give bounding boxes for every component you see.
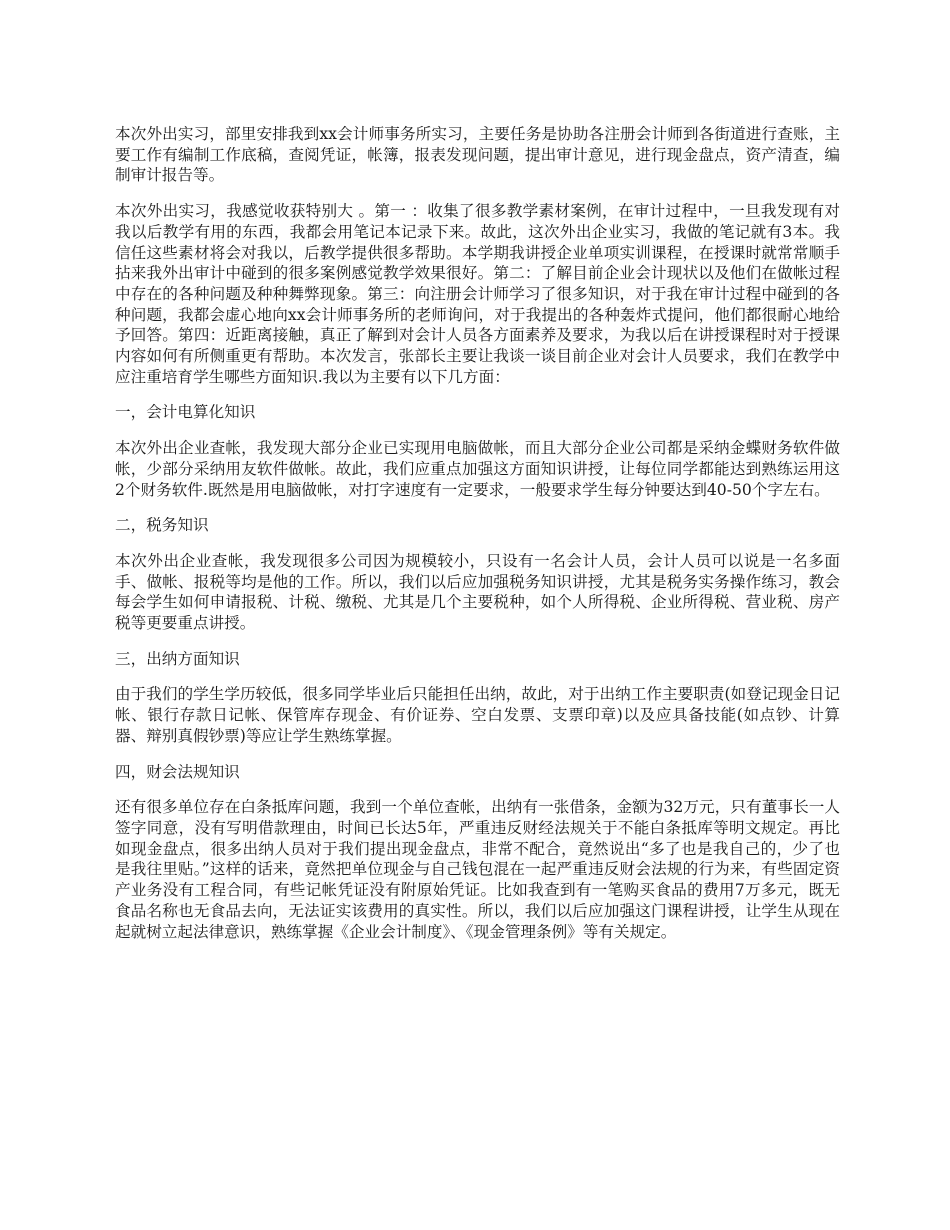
tax-paragraph: 本次外出企业查帐，我发现很多公司因为规模较小，只设有一名会计人员，会计人员可以说是一名多面手、做帐、报税等均是他的工作。所以，我们以后应加强税务知识讲授，尤其是税务实务操作练习，教会每会学生如何申请报税、计税、缴税、尤其是几个主要税种，如个人所得税、企业所得税、营业税、房产税等更要重点讲授。	[115, 551, 840, 633]
document-body	[115, 124, 840, 957]
section-heading-computerized-accounting: 一，会计电算化知识	[115, 403, 256, 422]
regulations-paragraph: 还有很多单位存在白条抵库问题，我到一个单位查帐，出纳有一张借条，金额为32万元，只有董事长一人签字同意，没有写明借款理由，时间已长达5年，严重违反财经法规关于不能白条抵库等明文规定。再比如现金盘点，很多出纳人员对于我们提出现金盘点，非常不配合，竟然说出“多了也是我自己的，少了也是我往里贴。”这样的话来，竟然把单位现金与自己钱包混在一起严重违反财会法规的行为来，有些固定资产业务没有工程合同，有些记帐凭证没有附原始凭证。比如我查到有一笔购买食品的费用7万多元，既无食品名称也无食品去向，无法证实该费用的真实性。所以，我们以后应加强这门课程讲授，让学生从现在起就树立起法律意识，熟练掌握《企业会计制度》、《现金管理条例》等有关规定。	[115, 798, 840, 941]
section-heading-regulations: 四，财会法规知识	[115, 762, 240, 781]
section-heading-cashier: 三，出纳方面知识	[115, 649, 240, 668]
harvest-paragraph: 本次外出实习，我感觉收获特别大 。第一 ：收集了很多教学素材案例，在审计过程中，一旦我发现有对我以后教学有用的东西，我都会用笔记本记录下来。故此，这次外出企业实习，我做的笔记就有3本。我信任这些素材将会对我以，后教学提供很多帮助。本学期我讲授企业单项实训课程，在授课时就常常顺手拈来我外出审计中碰到的很多案例感觉教学效果很好。第二：了解目前企业会计现状以及他们在做帐过程中存在的各种问题及种种舞弊现象。第三：向注册会计师学习了很多知识，对于我在审计过程中碰到的各种问题，我都会虚心地向xx会计师事务所的老师询问，对于我提出的各种轰炸式提问，他们都很耐心地给予回答。第四：近距离接触，真正了解到对会计人员各方面素养及要求，为我以后在讲授课程时对于授课内容如何有所侧重更有帮助。本次发言，张部长主要让我谈一谈目前企业对会计人员要求，我们在教学中应注重培育学生哪些方面知识.我以为主要有以下几方面：	[115, 202, 840, 386]
section-heading-tax: 二，税务知识	[115, 516, 209, 535]
cashier-paragraph: 由于我们的学生学历较低，很多同学毕业后只能担任出纳，故此，对于出纳工作主要职责(如登记现金日记帐、银行存款日记帐、保管库存现金、有价证券、空白发票、支票印章)以及应具备技能(如点钞、计算器、辩别真假钞票)等应让学生熟练掌握。	[115, 685, 840, 745]
intro-paragraph: 本次外出实习，部里安排我到xx会计师事务所实习，主要任务是协助各注册会计师到各街道进行查账，主要工作有编制工作底稿，查阅凭证，帐簿，报表发现问题，提出审计意见，进行现金盘点，资产清查，编制审计报告等。	[115, 125, 840, 185]
computerized-accounting-paragraph: 本次外出企业查帐，我发现大部分企业已实现用电脑做帐，而且大部分企业公司都是采纳金蝶财务软件做帐，少部分采纳用友软件做帐。故此，我们应重点加强这方面知识讲授，让每位同学都能达到熟练运用这2个财务软件.既然是用电脑做帐，对打字速度有一定要求，一般要求学生每分钟要达到40-50个字左右。	[115, 439, 840, 499]
